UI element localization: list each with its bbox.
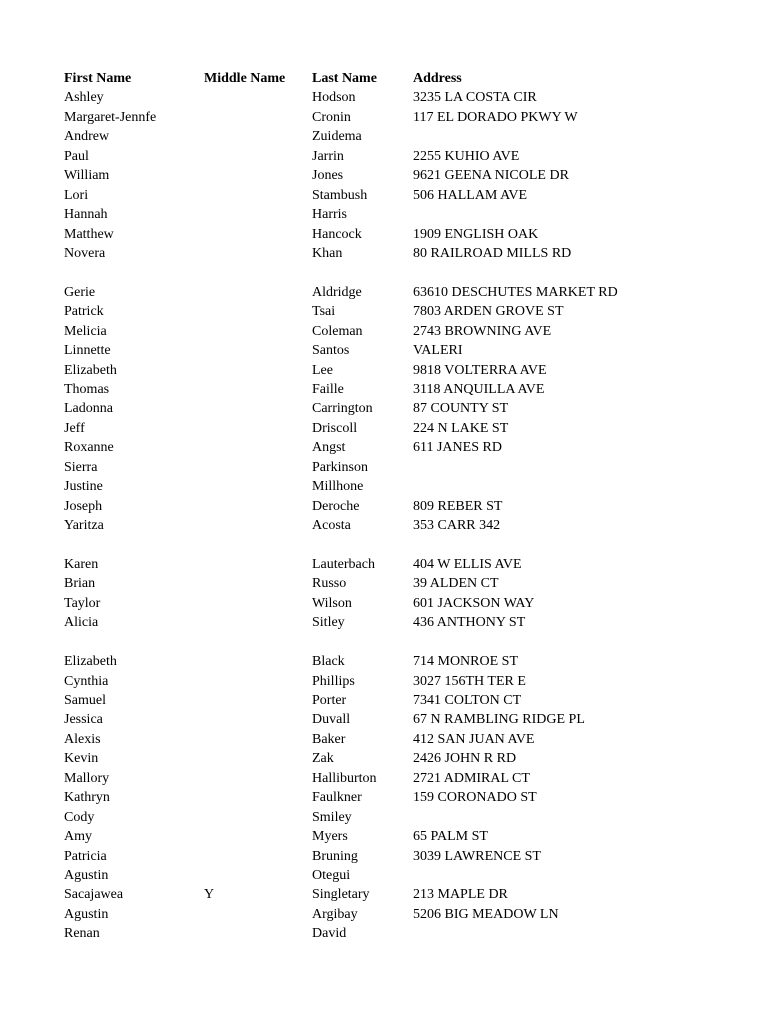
table-row xyxy=(64,225,744,244)
header-first-name: First Name xyxy=(64,71,132,86)
cell-first-name: Taylor xyxy=(64,595,101,611)
cell-middle-name xyxy=(204,341,312,360)
cell-first-name: Ladonna xyxy=(64,401,113,417)
cell-last-name: Driscoll xyxy=(312,420,358,436)
cell-first-name: Jeff xyxy=(64,420,85,436)
cell-first-name: Alicia xyxy=(64,615,99,631)
cell-middle-name xyxy=(204,652,312,671)
cell-first-name: Kevin xyxy=(64,751,99,767)
cell-middle-name xyxy=(204,497,312,516)
table-row xyxy=(64,710,744,729)
table-row xyxy=(64,108,744,127)
cell-middle-name xyxy=(204,127,312,146)
cell-last-name: David xyxy=(312,926,347,942)
cell-address: 80 RAILROAD MILLS RD xyxy=(413,245,572,261)
cell-middle-name xyxy=(204,730,312,749)
cell-address: 65 PALM ST xyxy=(413,829,488,845)
cell-middle-name xyxy=(204,866,312,885)
cell-middle-name xyxy=(204,847,312,866)
cell-last-name: Faille xyxy=(312,382,344,397)
cell-last-name: Black xyxy=(312,654,345,670)
cell-first-name: Yaritza xyxy=(64,518,104,534)
table-row xyxy=(64,322,744,341)
table-row xyxy=(64,302,744,321)
table-row xyxy=(64,244,744,263)
cell-last-name: Millhone xyxy=(312,479,364,495)
cell-address: 3039 LAWRENCE ST xyxy=(413,848,541,864)
cell-middle-name xyxy=(204,166,312,185)
table-row xyxy=(64,399,744,418)
cell-address xyxy=(413,866,733,885)
cell-middle-name xyxy=(204,205,312,224)
cell-address: 2743 BROWNING AVE xyxy=(413,323,552,339)
cell-last-name: Harris xyxy=(312,207,347,223)
cell-middle-name xyxy=(204,322,312,341)
table-row xyxy=(64,885,744,904)
table-row xyxy=(64,186,744,205)
table-row xyxy=(64,808,744,827)
cell-address: 1909 ENGLISH OAK xyxy=(413,226,539,242)
cell-last-name: Singletary xyxy=(312,887,370,903)
cell-address: 3235 LA COSTA CIR xyxy=(413,90,537,106)
table-row xyxy=(64,769,744,788)
cell-first-name: William xyxy=(64,168,110,184)
table-row xyxy=(64,905,744,924)
cell-first-name: Agustin xyxy=(64,906,109,922)
cell-last-name: Hancock xyxy=(312,226,362,242)
cell-first-name: Cody xyxy=(64,809,95,825)
cell-first-name: Sierra xyxy=(64,459,98,475)
cell-middle-name xyxy=(204,438,312,457)
cell-middle-name xyxy=(204,419,312,438)
cell-middle-name xyxy=(204,594,312,613)
table-row xyxy=(64,516,744,535)
table-row xyxy=(64,361,744,380)
table-header-row xyxy=(64,69,744,88)
cell-address: 3118 ANQUILLA AVE xyxy=(413,382,545,397)
table-row xyxy=(64,827,744,846)
cell-first-name: Samuel xyxy=(64,693,106,708)
cell-last-name: Duvall xyxy=(312,712,351,728)
header-address: Address xyxy=(413,71,462,86)
cell-last-name: Khan xyxy=(312,245,343,261)
cell-middle-name xyxy=(204,302,312,321)
cell-first-name: Alexis xyxy=(64,731,101,747)
table-row xyxy=(64,341,744,360)
cell-address: 7803 ARDEN GROVE ST xyxy=(413,304,564,320)
cell-last-name: Smiley xyxy=(312,809,352,825)
cell-last-name: Otegui xyxy=(312,867,351,883)
cell-first-name: Patrick xyxy=(64,304,104,320)
table-row xyxy=(64,924,744,943)
cell-first-name: Andrew xyxy=(64,129,110,145)
cell-middle-name xyxy=(204,555,312,574)
cell-middle-name xyxy=(204,147,312,166)
cell-middle-name xyxy=(204,399,312,418)
cell-address: 9818 VOLTERRA AVE xyxy=(413,362,547,378)
cell-last-name: Lee xyxy=(312,362,333,378)
cell-middle-name xyxy=(204,905,312,924)
cell-address xyxy=(413,477,733,496)
cell-address: 506 HALLAM AVE xyxy=(413,187,528,203)
cell-first-name: Patricia xyxy=(64,848,107,864)
cell-last-name: Stambush xyxy=(312,187,368,203)
cell-last-name: Carrington xyxy=(312,401,373,417)
table-row xyxy=(64,555,744,574)
table-spacer-row xyxy=(64,263,744,282)
cell-address: 436 ANTHONY ST xyxy=(413,615,526,631)
cell-address: 2426 JOHN R RD xyxy=(413,751,517,767)
cell-first-name: Agustin xyxy=(64,867,109,883)
table-row xyxy=(64,652,744,671)
table-row xyxy=(64,380,744,399)
table-row xyxy=(64,847,744,866)
cell-address: 3027 156TH TER E xyxy=(413,673,526,689)
cell-middle-name xyxy=(204,88,312,107)
cell-first-name: Paul xyxy=(64,148,89,164)
cell-middle-name xyxy=(204,924,312,943)
cell-last-name: Hodson xyxy=(312,90,356,106)
cell-middle-name xyxy=(204,749,312,768)
cell-last-name: Cronin xyxy=(312,109,351,125)
cell-middle-name xyxy=(204,827,312,846)
cell-last-name: Halliburton xyxy=(312,770,377,786)
cell-address: 224 N LAKE ST xyxy=(413,420,509,436)
table-row xyxy=(64,613,744,632)
cell-last-name: Zak xyxy=(312,751,334,767)
cell-middle-name xyxy=(204,283,312,302)
cell-first-name: Roxanne xyxy=(64,440,114,456)
cell-address xyxy=(413,127,733,146)
cell-middle-name xyxy=(204,186,312,205)
cell-first-name: Hannah xyxy=(64,207,108,223)
cell-first-name: Novera xyxy=(64,245,106,261)
cell-last-name: Jarrin xyxy=(312,148,344,164)
cell-address: 39 ALDEN CT xyxy=(413,576,499,592)
table-spacer-row xyxy=(64,536,744,555)
table-row xyxy=(64,205,744,224)
table-row xyxy=(64,477,744,496)
table-row xyxy=(64,497,744,516)
cell-last-name: Porter xyxy=(312,693,347,708)
cell-first-name: Karen xyxy=(64,556,99,572)
cell-address: 117 EL DORADO PKWY W xyxy=(413,109,578,125)
cell-first-name: Elizabeth xyxy=(64,654,117,670)
cell-first-name: Joseph xyxy=(64,498,103,514)
cell-last-name: Angst xyxy=(312,440,346,456)
cell-middle-name xyxy=(204,108,312,127)
table-spacer-row xyxy=(64,633,744,652)
cell-middle-name xyxy=(204,516,312,535)
cell-first-name: Lori xyxy=(64,187,89,203)
cell-last-name: Russo xyxy=(312,576,347,592)
cell-middle-name xyxy=(204,244,312,263)
cell-address: 412 SAN JUAN AVE xyxy=(413,731,535,747)
cell-last-name: Deroche xyxy=(312,498,360,514)
cell-address: 87 COUNTY ST xyxy=(413,401,509,417)
cell-address: 2721 ADMIRAL CT xyxy=(413,770,530,786)
header-last-name: Last Name xyxy=(312,71,377,86)
cell-address: 714 MONROE ST xyxy=(413,654,519,670)
table-row xyxy=(64,283,744,302)
cell-address: 404 W ELLIS AVE xyxy=(413,556,522,572)
cell-address xyxy=(413,924,733,943)
cell-middle-name xyxy=(204,710,312,729)
cell-middle-name xyxy=(204,225,312,244)
table-row xyxy=(64,866,744,885)
cell-last-name: Faulkner xyxy=(312,790,362,806)
cell-last-name: Phillips xyxy=(312,673,355,689)
cell-first-name: Amy xyxy=(64,829,92,845)
cell-address xyxy=(413,808,733,827)
cell-last-name: Zuidema xyxy=(312,129,362,145)
cell-first-name: Melicia xyxy=(64,323,107,339)
cell-middle-name xyxy=(204,672,312,691)
cell-address xyxy=(413,205,733,224)
table-row xyxy=(64,166,744,185)
cell-address: 63610 DESCHUTES MARKET RD xyxy=(413,284,618,300)
table-row xyxy=(64,127,744,146)
cell-last-name: Jones xyxy=(312,168,344,184)
cell-address: 7341 COLTON CT xyxy=(413,693,522,708)
cell-address: 9621 GEENA NICOLE DR xyxy=(413,168,569,184)
cell-first-name: Thomas xyxy=(64,382,110,397)
table-row xyxy=(64,438,744,457)
cell-last-name: Lauterbach xyxy=(312,556,375,572)
header-middle-name: Middle Name xyxy=(204,71,286,86)
cell-last-name: Santos xyxy=(312,343,350,359)
cell-address: 5206 BIG MEADOW LN xyxy=(413,906,559,922)
cell-middle-name: Y xyxy=(204,887,215,903)
cell-last-name: Myers xyxy=(312,829,348,845)
cell-address: 601 JACKSON WAY xyxy=(413,595,535,611)
cell-first-name: Kathryn xyxy=(64,790,110,806)
table-row xyxy=(64,691,744,710)
cell-middle-name xyxy=(204,788,312,807)
cell-address: VALERI xyxy=(413,343,463,359)
cell-last-name: Parkinson xyxy=(312,459,368,475)
cell-last-name: Sitley xyxy=(312,615,345,631)
table-row xyxy=(64,458,744,477)
table-row xyxy=(64,147,744,166)
cell-address: 2255 KUHIO AVE xyxy=(413,148,520,164)
cell-first-name: Matthew xyxy=(64,226,114,242)
cell-address xyxy=(413,458,733,477)
cell-last-name: Argibay xyxy=(312,906,358,922)
cell-first-name: Justine xyxy=(64,479,103,495)
cell-last-name: Wilson xyxy=(312,595,352,611)
table-body xyxy=(64,88,744,943)
cell-middle-name xyxy=(204,769,312,788)
table-row xyxy=(64,788,744,807)
cell-first-name: Sacajawea xyxy=(64,887,124,903)
cell-last-name: Bruning xyxy=(312,848,358,864)
cell-first-name: Gerie xyxy=(64,284,96,300)
cell-last-name: Tsai xyxy=(312,304,336,320)
table-row xyxy=(64,594,744,613)
cell-middle-name xyxy=(204,691,312,710)
table-row xyxy=(64,574,744,593)
cell-middle-name xyxy=(204,613,312,632)
cell-address: 67 N RAMBLING RIDGE PL xyxy=(413,712,585,728)
table-row xyxy=(64,419,744,438)
cell-address: 611 JANES RD xyxy=(413,440,502,456)
cell-first-name: Margaret-Jennfe xyxy=(64,109,157,125)
cell-middle-name xyxy=(204,574,312,593)
cell-middle-name xyxy=(204,458,312,477)
cell-address: 213 MAPLE DR xyxy=(413,887,508,903)
cell-first-name: Ashley xyxy=(64,90,104,106)
cell-first-name: Elizabeth xyxy=(64,362,117,378)
table-row xyxy=(64,730,744,749)
cell-address: 809 REBER ST xyxy=(413,498,503,514)
cell-address: 353 CARR 342 xyxy=(413,518,501,534)
cell-middle-name xyxy=(204,361,312,380)
cell-last-name: Coleman xyxy=(312,323,363,339)
cell-first-name: Mallory xyxy=(64,770,110,786)
cell-first-name: Brian xyxy=(64,576,96,592)
contact-table xyxy=(64,69,744,944)
cell-first-name: Jessica xyxy=(64,712,103,728)
cell-last-name: Aldridge xyxy=(312,284,362,300)
cell-middle-name xyxy=(204,380,312,399)
table-row xyxy=(64,88,744,107)
cell-last-name: Acosta xyxy=(312,518,351,534)
cell-first-name: Cynthia xyxy=(64,673,109,689)
cell-middle-name xyxy=(204,808,312,827)
cell-address: 159 CORONADO ST xyxy=(413,790,537,806)
cell-middle-name xyxy=(204,477,312,496)
cell-first-name: Linnette xyxy=(64,343,111,359)
table-row xyxy=(64,672,744,691)
table-row xyxy=(64,749,744,768)
cell-first-name: Renan xyxy=(64,926,100,942)
cell-last-name: Baker xyxy=(312,731,346,747)
